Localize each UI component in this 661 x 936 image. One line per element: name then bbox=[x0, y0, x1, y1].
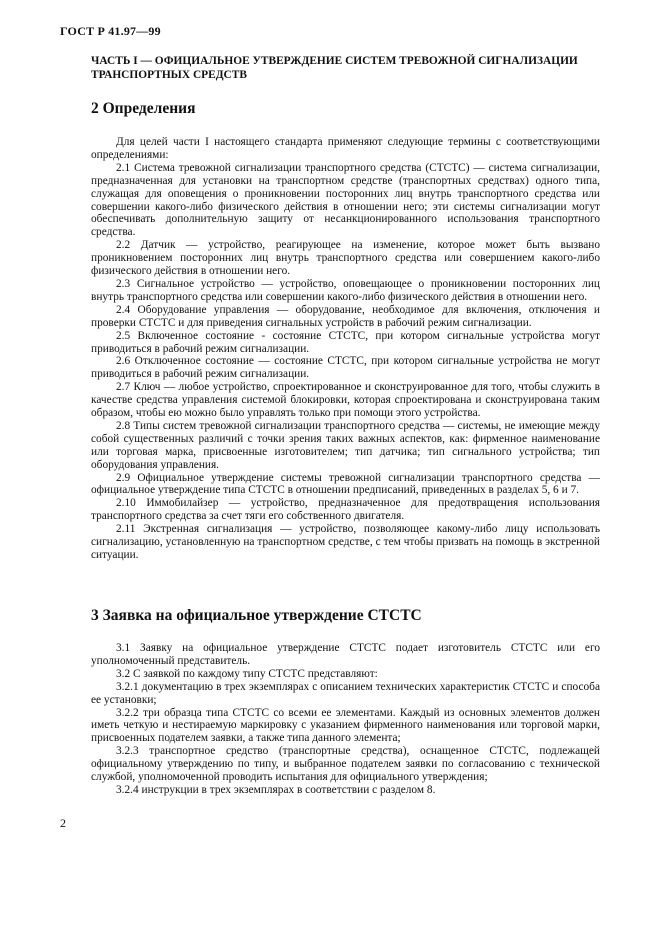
paragraph: 3.2.3 транспортное средство (транспортные средства), оснащенное СТСТС, подлежащей официальному утверждению по типу, и выбранное подателем заявки по согласованию с технической службой, уполномоченной проводить испытания для официального утверждения; bbox=[91, 745, 600, 784]
standard-header: ГОСТ Р 41.97—99 bbox=[60, 24, 161, 38]
paragraph: 3.2.1 документацию в трех экземплярах с описанием технических характеристик СТСТС и способа ее установки; bbox=[91, 680, 600, 706]
paragraph: 3.2.2 три образца типа СТСТС со всеми ее элементами. Каждый из основных элементов должен иметь четкую и нестираемую маркировку с указанием фирменного наименования или торговой марки, присвоенных подателем заявки, а также типа данного элемента; bbox=[91, 706, 600, 745]
paragraph: 3.2 С заявкой по каждому типу СТСТС представляют: bbox=[116, 667, 378, 680]
paragraph: 2.1 Система тревожной сигнализации транспортного средства (СТСТС) — система сигнализации, предназначенная для установки на транспортном средстве (транспортных средствах) одного типа, служащая для оповещения о проникновении посторонних лиц внутрь транспортного средства или совершении какого-либо физического действия в отношении него; эти системы сигнализации могут обеспечивать дополнительную защиту от несанкционированного использования транспортного средства. bbox=[91, 161, 600, 239]
paragraph: 2.7 Ключ — любое устройство, спроектированное и сконструированное для того, чтобы служить в качестве средства управления системой блокировки, которая спроектирована и сконструирована таким образом, чтобы ею можно было управлять только при помощи этого устройства. bbox=[91, 381, 600, 420]
paragraph: 2.6 Отключенное состояние — состояние СТСТС, при котором сигнальные устройства не могут приводиться в рабочий режим сигнализации. bbox=[91, 355, 600, 381]
paragraph: 2.4 Оборудование управления — оборудование, необходимое для включения, отключения и проверки СТСТС и для приведения сигнальных устройств в рабочий режим сигнализации. bbox=[91, 303, 600, 329]
paragraph: Для целей части I настоящего стандарта применяют следующие термины с соответствующими определениями: bbox=[91, 136, 600, 161]
paragraph: 3.1 Заявку на официальное утверждение СТСТС подает изготовитель СТСТС или его уполномоченный представитель. bbox=[91, 642, 600, 667]
paragraph: 2.9 Официальное утверждение системы тревожной сигнализации транспортного средства — официальное утверждение типа СТСТС в отношении предписаний, приведенных в разделах 5, 6 и 7. bbox=[91, 471, 600, 497]
section-2-body bbox=[91, 136, 600, 562]
paragraph: 2.10 Иммобилайзер — устройство, предназначенное для предотвращения использования транспортного средства за счет тяги его собственного двигателя. bbox=[91, 497, 600, 523]
part-title: ЧАСТЬ I — ОФИЦИАЛЬНОЕ УТВЕРЖДЕНИЕ СИСТЕМ ТРЕВОЖНОЙ СИГНАЛИЗАЦИИ ТРАНСПОРТНЫХ СРЕДСТВ bbox=[91, 55, 578, 81]
paragraph: 2.3 Сигнальное устройство — устройство, оповещающее о проникновении посторонних лиц внутрь транспортного средства или совершении какого-либо физического действия в отношении него. bbox=[91, 277, 600, 303]
paragraph: 2.5 Включенное состояние - состояние СТСТС, при котором сигнальные устройства могут приводиться в рабочий режим сигнализации. bbox=[91, 329, 600, 355]
page-number: 2 bbox=[60, 816, 66, 830]
paragraph: 3.2.4 инструкции в трех экземплярах в соответствии с разделом 8. bbox=[116, 783, 436, 796]
section-2-heading: 2 Определения bbox=[91, 100, 196, 117]
section-3-body bbox=[91, 642, 600, 797]
paragraph: 2.2 Датчик — устройство, реагирующее на изменение, которое может быть вызвано проникновением посторонних лиц внутрь транспортного средства или совершением какого-либо физического действия в отношении него. bbox=[91, 239, 600, 278]
paragraph: 2.8 Типы систем тревожной сигнализации транспортного средства — системы, не имеющие между собой существенных различий с точки зрения таких важных аспектов, как: фирменное наименование или торговая марка, присвоенные изготовителем; тип датчика; тип сигнального устройства; тип оборудования управления. bbox=[91, 419, 600, 471]
section-3-heading: 3 Заявка на официальное утверждение СТСТС bbox=[91, 607, 422, 624]
paragraph: 2.11 Экстренная сигнализация — устройство, позволяющее какому-либо лицу использовать сигнализацию, установленную на транспортном средстве, с тем чтобы призвать на помощь в экстренной ситуации. bbox=[91, 523, 600, 561]
